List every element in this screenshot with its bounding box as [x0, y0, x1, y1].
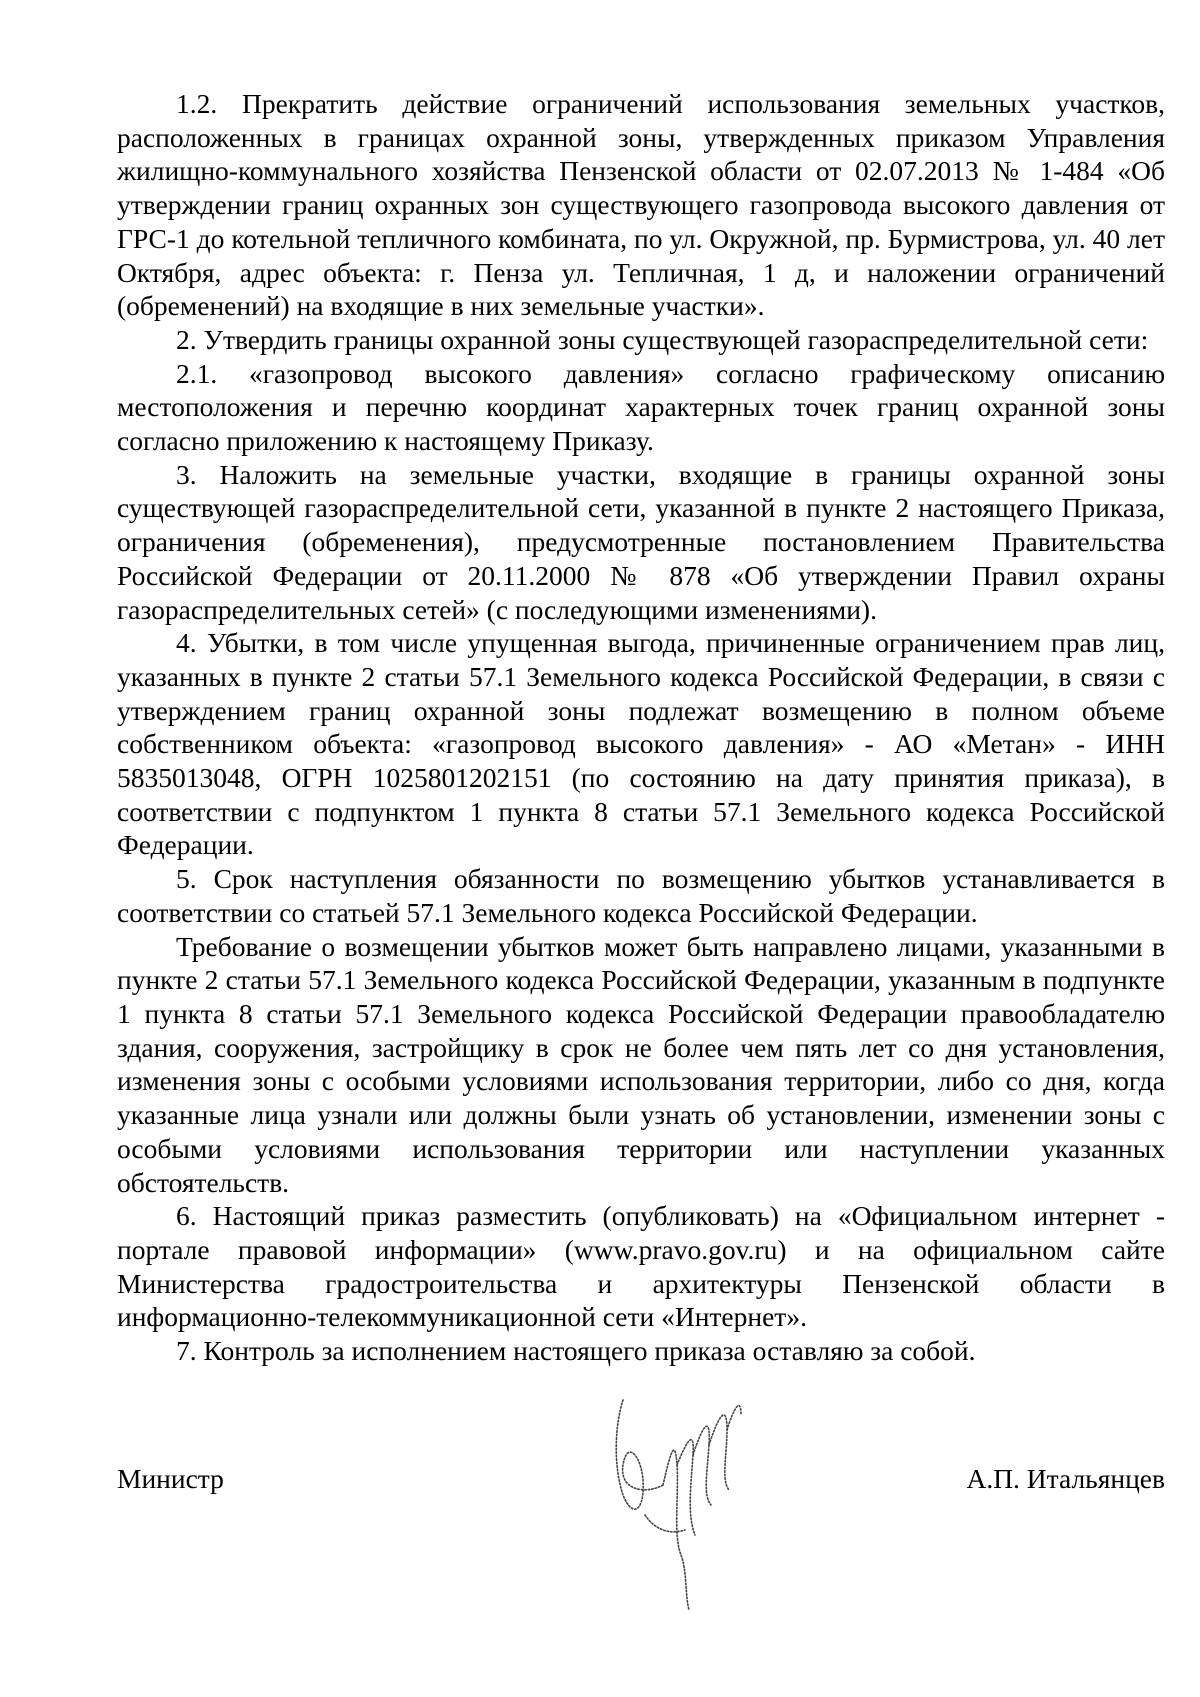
document-body — [117, 87, 1165, 1368]
paragraph-6: 6. Настоящий приказ разместить (опубликовать) на «Официальном интернет - портале правовой информации» (www.pravo.gov.ru) и на официальном сайте Министерства градостроительства и архитектуры Пензенской области в информационно-телекоммуникационной сети «Интернет». — [117, 1200, 1165, 1333]
handwritten-signature — [615, 1385, 775, 1615]
paragraph-5-claim: Требование о возмещении убытков может быть направлено лицами, указанными в пункте 2 статьи 57.1 Земельного кодекса Российской Федерации, указанным в подпункте 1 пункта 8 статьи 57.1 Земельного кодекса Российской Федерации правообладателю здания, сооружения, застройщику в срок не более чем пять лет со дня установления, изменения зоны с особыми условиями использования территории, либо со дня, когда указанные лица узнали или должны были узнать об установлении, изменении зоны с особыми условиями использования территории или наступлении указанных обстоятельств. — [117, 930, 1165, 1198]
paragraph-2-1: 2.1. «газопровод высокого давления» согласно графическому описанию местоположения и перечню координат характерных точек границ охранной зоны согласно приложению к настоящему Приказу. — [117, 357, 1165, 457]
signatory-role: Министр — [117, 1463, 224, 1494]
paragraph-7: 7. Контроль за исполнением настоящего приказа оставляю за собой. — [176, 1335, 976, 1367]
paragraph-2: 2. Утвердить границы охранной зоны существующей газораспределительной сети: — [176, 323, 1149, 355]
paragraph-5: 5. Срок наступления обязанности по возмещению убытков устанавливается в соответствии со статьей 57.1 Земельного кодекса Российской Федерации. — [117, 863, 1165, 928]
signatory-name: А.П. Итальянцев — [966, 1463, 1165, 1494]
paragraph-1-2: 1.2. Прекратить действие ограничений использования земельных участков, расположенных в границах охранной зоны, утвержденных приказом Управления жилищно-коммунального хозяйства Пензенской области от 02.07.2013 № 1-484 «Об утверждении границ охранных зон существующего газопровода высокого давления от ГРС-1 до котельной тепличного комбината, по ул. Окружной, пр. Бурмистрова, ул. 40 лет Октября, адрес объекта: г. Пенза ул. Тепличная, 1 д, и наложении ограничений (обременений) на входящие в них земельные участки». — [117, 88, 1165, 322]
paragraph-3: 3. Наложить на земельные участки, входящие в границы охранной зоны существующей газораспределительной сети, указанной в пункте 2 настоящего Приказа, ограничения (обременения), предусмотренные постановлением Правительства Российской Федерации от 20.11.2000 № 878 «Об утверждении Правил охраны газораспределительных сетей» (с последующими изменениями). — [117, 458, 1165, 625]
paragraph-4: 4. Убытки, в том числе упущенная выгода, причиненные ограничением прав лиц, указанных в пункте 2 статьи 57.1 Земельного кодекса Российской Федерации, в связи с утверждением границ охранной зоны подлежат возмещению в полном объеме собственником объекта: «газопровод высокого давления» - АО «Метан» - ИНН 5835013048, ОГРН 1025801202151 (по состоянию на дату принятия приказа), в соответствии с подпунктом 1 пункта 8 статьи 57.1 Земельного кодекса Российской Федерации. — [117, 627, 1165, 861]
